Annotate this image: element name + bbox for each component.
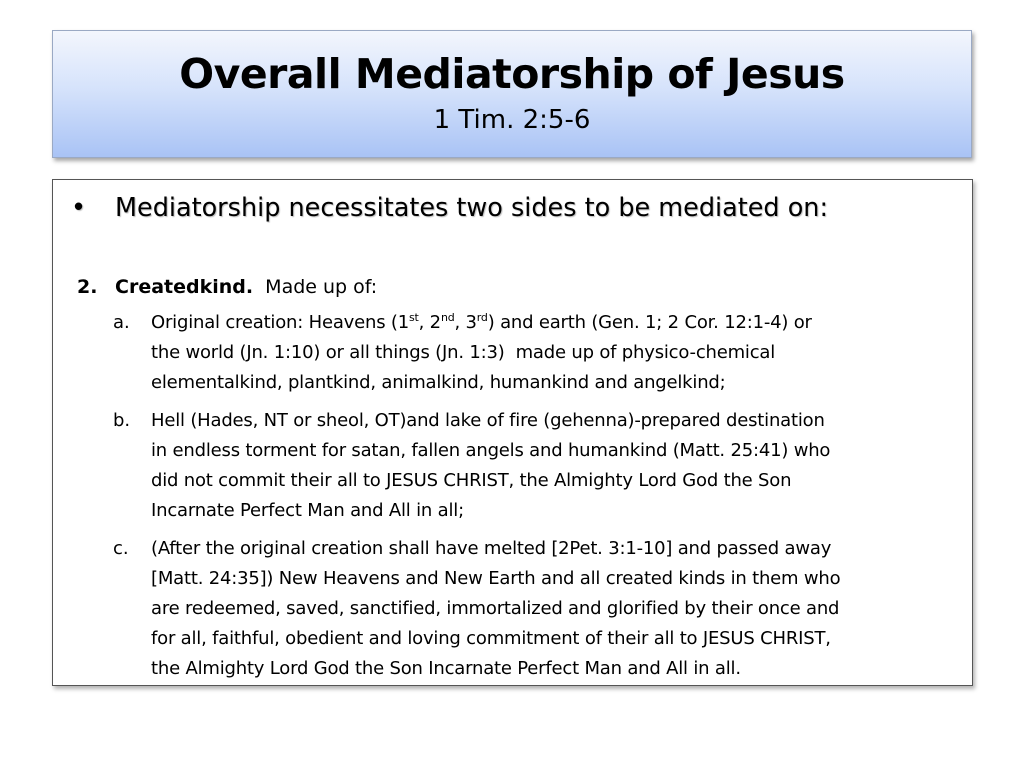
sub-letter: c.: [113, 538, 129, 559]
superscript: nd: [440, 311, 455, 324]
text-run: , 2: [418, 312, 441, 333]
text-line: Incarnate Perfect Man and All in all;: [151, 500, 464, 521]
heading-rest: Made up of:: [253, 276, 378, 298]
text-run: Original creation: Heavens (1: [151, 312, 409, 333]
text-line: [151, 308, 963, 338]
sub-text: [151, 308, 963, 398]
text-line: are redeemed, saved, sanctified, immortalized and glorified by their once and: [151, 598, 840, 619]
text-line: (After the original creation shall have melted [2Pet. 3:1-10] and passed away: [151, 538, 832, 559]
text-run: , 3: [454, 312, 477, 333]
slide-title: Overall Mediatorship of Jesus: [179, 50, 845, 98]
title-box: [52, 30, 972, 158]
bold-term: Createdkind.: [115, 276, 254, 298]
item-number: 2.: [77, 276, 98, 298]
text-line: for all, faithful, obedient and loving commitment of their all to JESUS CHRIST,: [151, 628, 831, 649]
sub-letter: a.: [113, 312, 130, 333]
sub-item-c: [53, 534, 972, 684]
text-line: the Almighty Lord God the Son Incarnate Perfect Man and All in all.: [151, 658, 741, 679]
bullet-text: Mediatorship necessitates two sides to be mediated on:: [115, 193, 829, 223]
slide-subtitle: 1 Tim. 2:5-6: [433, 105, 591, 135]
content-box: [52, 179, 973, 686]
sub-text: [151, 534, 963, 684]
text-line: [Matt. 24:35]) New Heavens and New Earth and all created kinds in them who: [151, 568, 841, 589]
sub-item-b: [53, 406, 972, 526]
text-line: the world (Jn. 1:10) or all things (Jn. 1:3) made up of physico-chemical: [151, 342, 776, 363]
bullet-dot: •: [71, 193, 87, 223]
sub-item-a: [53, 308, 972, 398]
numbered-heading: [115, 272, 377, 302]
text-line: did not commit their all to JESUS CHRIST, the Almighty Lord God the Son: [151, 470, 792, 491]
sub-list: [53, 308, 972, 692]
sub-letter: b.: [113, 410, 131, 431]
superscript: st: [408, 311, 419, 324]
superscript: rd: [476, 311, 488, 324]
text-line: Hell (Hades, NT or sheol, OT)and lake of fire (gehenna)-prepared destination: [151, 410, 825, 431]
sub-text: [151, 406, 963, 526]
text-line: elementalkind, plantkind, animalkind, humankind and angelkind;: [151, 372, 726, 393]
text-line: in endless torment for satan, fallen angels and humankind (Matt. 25:41) who: [151, 440, 831, 461]
text-run: ) and earth (Gen. 1; 2 Cor. 12:1-4) or: [487, 312, 812, 333]
